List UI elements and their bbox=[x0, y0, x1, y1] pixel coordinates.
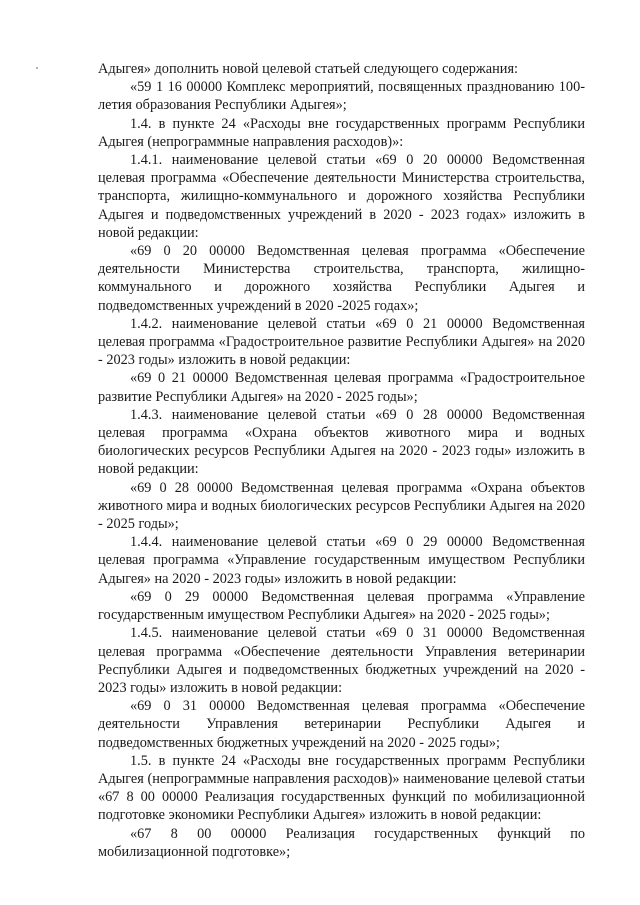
paragraph: 1.4.4. наименование целевой статьи «69 0 29 00000 Ведомственная целевая программа «Управление государственным имуществом Республики Адыгея» на 2020 - 2023 годы» изложить в новой редакции: bbox=[98, 534, 585, 587]
paragraph: «59 1 16 00000 Комплекс мероприятий, посвященных празднованию 100-летия образования Республики Адыгея»; bbox=[98, 79, 585, 114]
paragraph: 1.4. в пункте 24 «Расходы вне государственных программ Республики Адыгея (непрограммные направления расходов)»: bbox=[98, 115, 585, 150]
scan-artifact bbox=[36, 67, 38, 69]
paragraph: «69 0 31 00000 Ведомственная целевая программа «Обеспечение деятельности Управления ветеринарии Республики Адыгея и подведомственных бюджетных учреждений на 2020 - 2025 годы»; bbox=[98, 698, 585, 751]
paragraph: «67 8 00 00000 Реализация государственных функций по мобилизационной подготовке»; bbox=[98, 825, 585, 860]
paragraph: 1.4.3. наименование целевой статьи «69 0 28 00000 Ведомственная целевая программа «Охрана объектов животного мира и водных биологических ресурсов Республики Адыгея на 2020 - 2023 годы» изложить в новой редакции: bbox=[98, 406, 585, 478]
paragraph: Адыгея» дополнить новой целевой статьей следующего содержания: bbox=[98, 61, 518, 77]
paragraph: «69 0 21 00000 Ведомственная целевая программа «Градостроительное развитие Республики Адыгея» на 2020 - 2025 годы»; bbox=[98, 370, 585, 405]
paragraph: «69 0 28 00000 Ведомственная целевая программа «Охрана объектов животного мира и водных биологических ресурсов Республики Адыгея на 2020 - 2025 годы»; bbox=[98, 479, 585, 533]
paragraph: 1.4.2. наименование целевой статьи «69 0 21 00000 Ведомственная целевая программа «Градостроительное развитие Республики Адыгея» на 2020 - 2023 годы» изложить в новой редакции: bbox=[98, 315, 585, 369]
paragraph: «69 0 29 00000 Ведомственная целевая программа «Управление государственным имуществом Республики Адыгея» на 2020 - 2025 годы»; bbox=[98, 588, 585, 624]
document-body bbox=[98, 60, 585, 861]
paragraph: 1.5. в пункте 24 «Расходы вне государственных программ Республики Адыгея (непрограммные направления расходов)» наименование целевой статьи «67 8 00 00000 Реализация государственных функций по мобилизационной подготовке экономики Республики Адыгея» изложить в новой редакции: bbox=[98, 752, 585, 824]
paragraph: 1.4.1. наименование целевой статьи «69 0 20 00000 Ведомственная целевая программа «Обеспечение деятельности Министерства строительства, транспорта, жилищно-коммунального и дорожного хозяйства Республики Адыгея и подведомственных учреждений в 2020 - 2023 годах» изложить в новой редакции: bbox=[98, 152, 585, 241]
paragraph: «69 0 20 00000 Ведомственная целевая программа «Обеспечение деятельности Министерства строительства, транспорта, жилищно-коммунального и дорожного хозяйства Республики Адыгея и подведомственных учреждений в 2020 -2025 годах»; bbox=[98, 243, 585, 314]
paragraph: 1.4.5. наименование целевой статьи «69 0 31 00000 Ведомственная целевая программа «Обеспечение деятельности Управления ветеринарии Республики Адыгея и подведомственных бюджетных учреждений на 2020 - 2023 годы» изложить в новой редакции: bbox=[98, 625, 585, 696]
